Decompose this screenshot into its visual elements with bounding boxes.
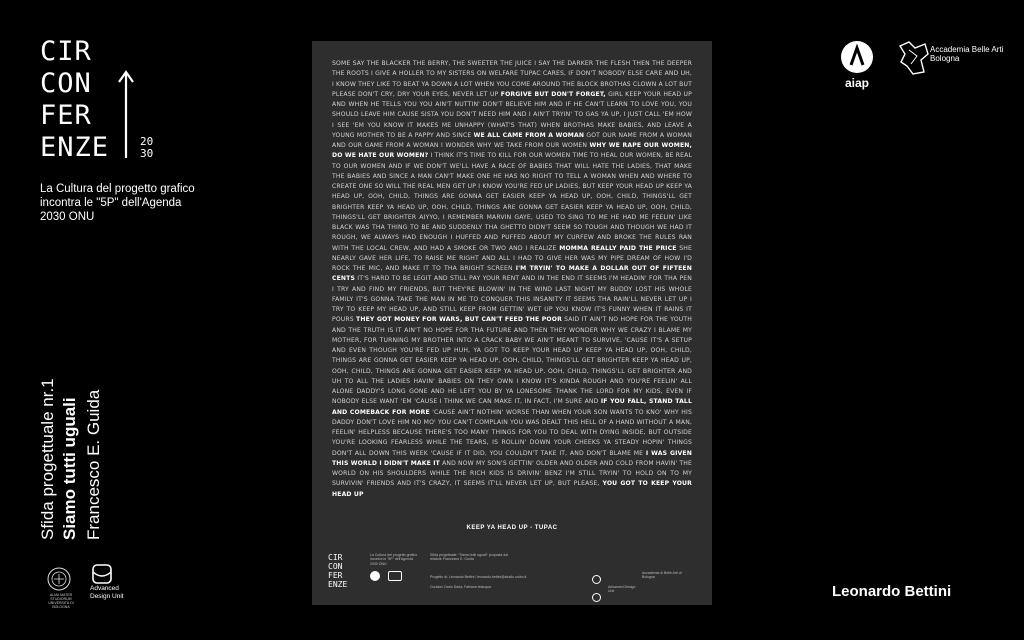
lyric-highlight: FORGIVE BUT DON'T FORGET, xyxy=(500,90,606,98)
poster-aiap-icon xyxy=(370,571,380,581)
logo-row-3: FER xyxy=(40,100,92,131)
poster-footer-logo xyxy=(328,553,368,589)
lyric-text: GOT OUR NAME FROM A WOMAN AND OUR GAME FROM A WOMAN I WONDER WHY WE TAKE FROM OUR WOMEN xyxy=(332,131,692,149)
poster-university-icon xyxy=(592,575,601,584)
event-subtitle: La Cultura del progetto grafico incontra le "5P" dell'Agenda 2030 ONU xyxy=(40,183,195,223)
lyric-highlight: WE ALL CAME FROM A WOMAN xyxy=(473,131,585,139)
challenge-title: Siamo tutti uguali xyxy=(60,397,79,540)
poster xyxy=(312,41,712,605)
challenge-number: Sfida progettuale nr.1 xyxy=(38,378,57,540)
poster-footer-accademia: Accademia di Belle Arti di Bologna xyxy=(642,571,682,580)
aiap-icon xyxy=(840,40,874,74)
lyric-highlight: YOU GOT TO KEEP YOUR HEAD UP xyxy=(332,480,692,498)
circonferenze-logo xyxy=(40,38,170,168)
lyric-text: 'CAUSE AIN'T NOTHIN' WORSE THAN WHEN YOUR SON WANTS TO KNO' WHY HIS DADDY DON'T LOVE HIM NO MO' YOU CAN'T COMPLAIN YOU WAS DEALT THIS HELL OF A HAND WITHOUT A MAN, FEELIN' HELPLESS BECAUSE THERE'S TOO MANY THINGS FOR YOU TO DEAL WITH DYING INSIDE, BUT OUTSIDE YOU'RE LOOKING FEARLESS WHILE THE TEARS, IS ROLLIN' DOWN YOUR CHEEKS YA STEADY HOPIN' THINGS DON'T ALL DOWN THIS WEEK 'CAUSE IF IT DID, YOU COULDN'T TAKE IT, AND DON'T BLAME ME xyxy=(332,408,692,457)
poster-footer-adu: Advanced Design Unit xyxy=(608,585,636,594)
poster-footer-partner-logos xyxy=(592,571,632,583)
author-name: Leonardo Bettini xyxy=(832,583,952,600)
poster-lyrics xyxy=(332,59,692,541)
poster-logo-row-2: CON xyxy=(328,562,343,571)
lyric-text: IT'S HARD TO BE LEGIT AND STILL PAY YOUR RENT AND IN THE END IT SEEMS I'M HEADIN' FOR THA PEN I TRY AND FIND MY FRIENDS, BUT THEY'RE BLOWIN' IN THE WIND LAST NIGHT MY BUDDY LOST HIS WHOLE FAMILY IT'S GONNA TAKE THE MAN IN ME TO CONQUER THIS INSANITY IT SEEMS THA RAIN'LL NEVER LET UP I TRY TO KEEP MY HEAD UP, AND STILL KEEP FROM GETTIN' WET UP YOU KNOW IT'S FUNNY WHEN IT RAINS IT POURS xyxy=(332,275,692,324)
lyric-text: SHE NEARLY GAVE HER LIFE, TO RAISE ME RIGHT AND ALL I HAD TO GIVE HER WAS MY PIPE DREAM OF HOW I'D ROCK THE MIC, AND MAKE IT TO THA BRIGHT SCREEN xyxy=(332,244,692,272)
lyric-text: I THINK IT'S TIME TO KILL FOR OUR WOMEN TIME TO HEAL OUR WOMEN, BE REAL TO OUR WOMEN AND IF WE DON'T WE'LL HAVE A RACE OF BABIES THAT WILL HATE THE LADIES, THAT MAKE THE BABIES AND SINCE A MAN CAN'T MAKE ONE HE HAS NO RIGHT TO TELL A WOMAN WHEN AND WHERE TO CREATE ONE SO WILL THE REAL MEN GET UP I KNOW YOU'RE FED UP LADIES, BUT KEEP YOUR HEAD UP KEEP YA HEAD UP, OOH, CHILD, THINGS ARE GONNA GET EASIER KEEP YA HEAD UP, OOH, CHILD, THINGS'LL GET BRIGHTER KEEP YA HEAD UP, OOH, CHILD, THINGS ARE GONNA GET EASIER KEEP YA HEAD UP, OOH, CHILD, THINGS'LL GET BRIGHTER AIYYO, I REMEMBER MARVIN GAYE, USED TO SING TO ME HE HAD ME FEELIN' LIKE BLACK WAS THA THING TO BE AND SUDDENLY THA GHETTO DIDN'T SEEM SO TOUGH AND THOUGH WE HAD IT ROUGH, WE ALWAYS HAD ENOUGH I HUFFED AND PUFFED ABOUT MY CURFEW AND BROKE THE RULES RAN WITH THE LOCAL CREW, AND HAD A SMOKE OR TWO AND I REALIZE xyxy=(332,152,692,252)
lyric-text: GIRL KEEP YOUR HEAD UP AND WHEN HE TELLS YOU YOU AIN'T NUTTIN' DON'T BELIEVE HIM AND IF HE CAN'T LEARN TO LOVE YOU, YOU SHOULD LEAVE HIM CAUSE SISTA YOU DON'T NEED HIM AND I AIN'T TRYIN' TO GAS YA UP, I JUST CALL 'EM HOW I SEE 'EM YOU KNOW IT MAKES ME UNHAPPY (WHAT'S THAT) WHEN BROTHAS MAKE BABIES, AND LEAVE A YOUNG MOTHER TO BE A PAPPY AND SINCE xyxy=(332,90,692,139)
accademia-icon xyxy=(897,40,931,76)
poster-logo-row-1: CIR xyxy=(328,553,343,562)
logo-row-2: CON xyxy=(40,68,92,99)
advanced-design-unit-label: Advanced Design Unit xyxy=(90,585,124,600)
poster-logo-row-3: FER xyxy=(328,571,343,580)
logo-year-bottom: 30 xyxy=(140,147,154,160)
lyric-text: SOME SAY THE BLACKER THE BERRY, THE SWEETER THE JUICE I SAY THE DARKER THE FLESH THEN THE DEEPER THE ROOTS I GIVE A HOLLER TO MY SISTERS ON WELFARE TUPAC CARES, IF DON'T NOBODY ELSE CARE AND UH, I KNOW THEY LIKE TO BEAT YA DOWN A LOT WHEN YOU COME AROUND THE BLOCK BROTHAS CLOWN A LOT BUT PLEASE DON'T CRY, DRY YOUR EYES, NEVER LET UP xyxy=(332,60,692,98)
lyric-highlight: WHY WE RAPE OUR WOMEN, DO WE HATE OUR WOMEN? xyxy=(332,142,692,160)
lyric-highlight: I'M TRYIN' TO MAKE A DOLLAR OUT OF FIFTEEN CENTS xyxy=(332,265,692,283)
poster-logo-row-4: ENZE xyxy=(328,580,348,589)
poster-footer-subtitle: La Cultura del progetto grafico incontra le "5P" dell'Agenda 2030 ONU xyxy=(370,553,418,566)
poster-footer-challenge: Sfida progettuale: "Siamo tutti uguali" proposta dal relatore Francesco E. Guida xyxy=(430,553,508,562)
lyric-text: AND NOW MY SON'S GETTIN' OLDER AND OLDER AND COLD FROM HAVIN' THE WORLD ON HIS SHOULDERS WHILE THE RICH KIDS IS DRIVIN' BENZ I'M STILL TRYIN' TO HOLD ON TO MY SURVIVIN' FRIENDS AND IT'S CRAZY, IT SEEMS IT'LL NEVER LET UP, BUT PLEASE, xyxy=(332,459,692,488)
poster-footer-project: Progetto di: Leonardo Bettini / leonardo.bettini@studio.unibo.it xyxy=(430,575,527,579)
poster-accademia-icon xyxy=(388,571,402,581)
aiap-label: aiap xyxy=(844,76,869,90)
lyric-highlight: I WAS GIVEN THIS WORLD I DIDN'T MAKE IT xyxy=(332,449,692,467)
lyric-text: SAID IT AIN'T NO HOPE FOR THE YOUTH AND THE TRUTH IS IT AIN'T NO HOPE FOR THA FUTURE AND THEN THEY WONDER WHY WE CRAZY I BLAME MY MOTHER, FOR TURNING MY BROTHER INTO A CRACK BABY WE AIN'T MEANT TO SURVIVE, 'CAUSE IT'S A SETUP AND EVEN THOUGH YOU'RE FED UP HUH, YA GOT TO KEEP YOUR HEAD UP KEEP YA HEAD UP, OOH, CHILD, THINGS ARE GONNA GET EASIER KEEP YA HEAD UP, OOH, CHILD, THINGS'LL GET BRIGHTER KEEP YA HEAD UP, OOH, CHILD, THINGS ARE GONNA GET EASIER KEEP YA HEAD UP, OOH, CHILD, THINGS'LL GET BRIGHTER AND UH TO ALL THE LADIES HAVIN' BABIES ON THEY OWN I KNOW IT'S KINDA ROUGH AND YOU'RE FEELIN' ALL ALONE DADDY'S LONG GONE AND HE LEFT YOU BY YA LONESOME THANK THE LORD FOR MY KIDS, EVEN IF NOBODY ELSE WANT 'EM 'CAUSE I THINK WE CAN MAKE IT, IN FACT, I'M SURE AND xyxy=(332,316,692,406)
lyric-highlight: IF YOU FALL, STAND TALL AND COMEBACK FOR MORE xyxy=(332,398,692,416)
poster-footer-curators: Curatori: Dario Daria, Fabiana Ielacqua xyxy=(430,585,491,589)
logo-year xyxy=(140,136,156,160)
lyric-highlight: MOMMA REALLY PAID THE PRICE xyxy=(559,244,677,252)
lyric-highlight: THEY GOT MONEY FOR WARS, BUT CAN'T FEED THE POOR xyxy=(356,316,562,324)
university-name: ALMA MATER STUDIORUM UNIVERSITÀ DI BOLOGNA xyxy=(48,593,74,609)
poster-title: KEEP YA HEAD UP - TUPAC xyxy=(466,525,558,531)
advanced-design-unit-icon xyxy=(92,564,112,584)
accademia-label: Accademia Belle Arti Bologna xyxy=(930,45,1004,63)
logo-year-top: 20 xyxy=(140,135,154,148)
poster-adu-icon xyxy=(592,593,601,602)
logo-row-1: CIR xyxy=(40,36,92,67)
speaker-name: Francesco E. Guida xyxy=(84,389,103,540)
logo-arrow-icon xyxy=(116,70,136,160)
university-seal-icon xyxy=(44,566,74,592)
logo-row-4: ENZE xyxy=(40,132,110,163)
poster-footer-logos xyxy=(370,571,410,587)
